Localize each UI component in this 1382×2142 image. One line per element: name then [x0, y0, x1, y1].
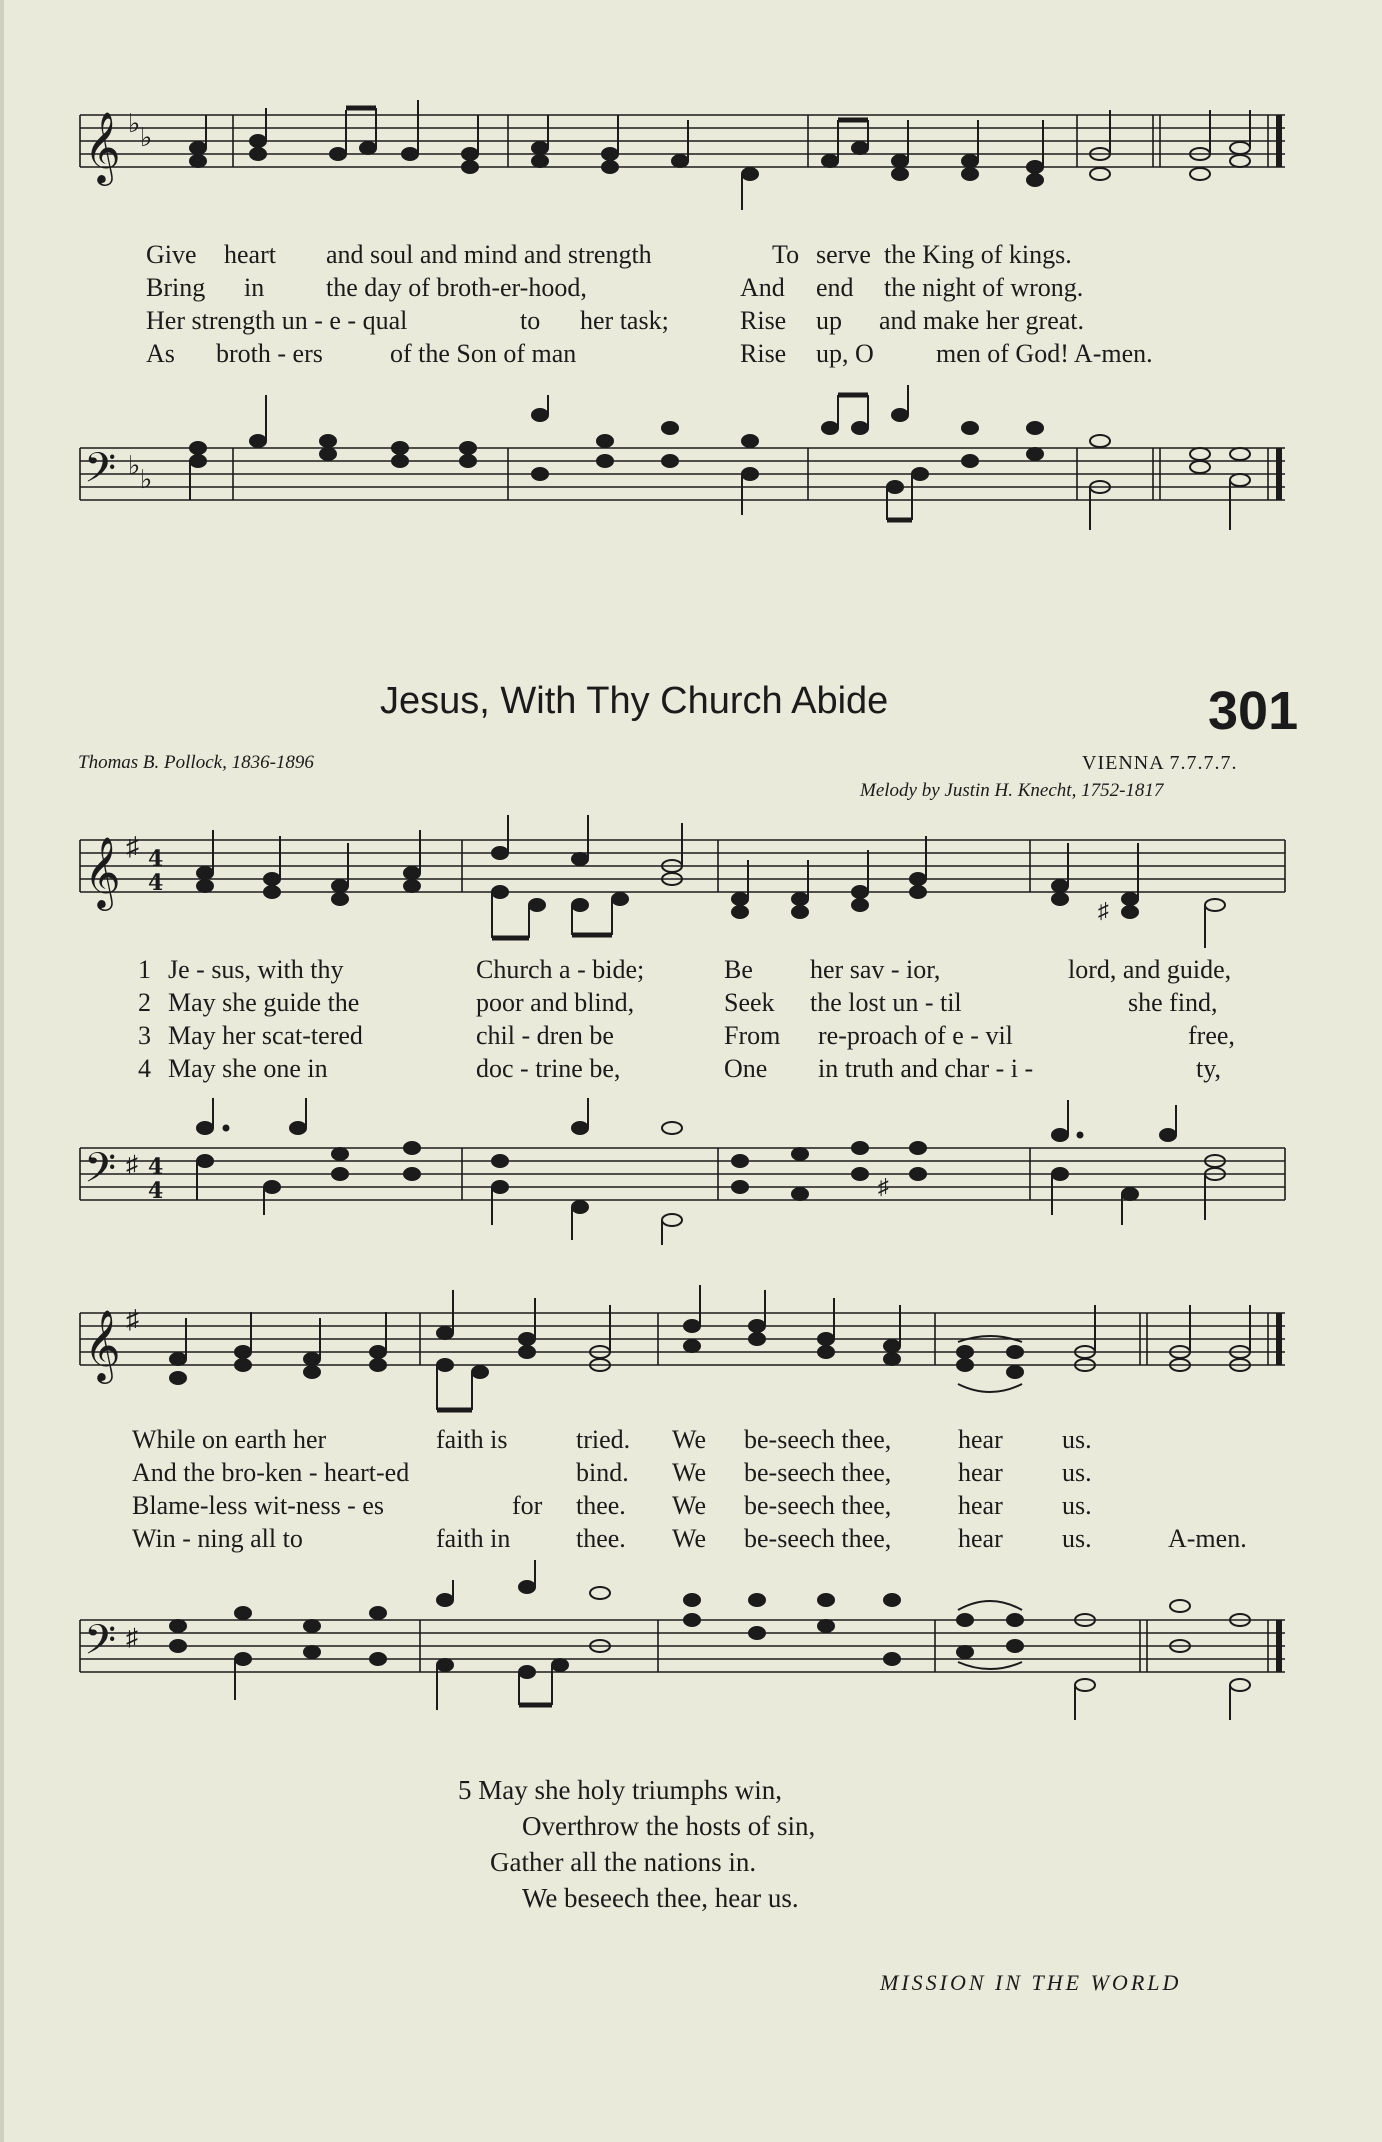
lyric-syllable: Church a - bide;	[476, 955, 645, 984]
lyric-syllable: and soul and mind and strength	[326, 240, 652, 269]
lyric-syllable: in	[244, 273, 265, 302]
lyric-syllable: While on earth her	[132, 1425, 327, 1454]
svg-text:♭: ♭	[140, 123, 153, 152]
amen: A-men.	[1168, 1524, 1247, 1553]
lyric-syllable: hear	[958, 1425, 1003, 1454]
lyric-syllable: Rise	[740, 306, 787, 335]
svg-text:♯: ♯	[126, 1152, 138, 1178]
lyric-syllable: poor and blind,	[476, 988, 635, 1017]
lyric-syllable: faith in	[436, 1524, 511, 1553]
lyric-syllable: re-proach of e - vil	[818, 1021, 1013, 1050]
lyric-syllable: to	[520, 306, 541, 335]
lyric-syllable: us.	[1062, 1425, 1092, 1454]
stanza-line: We beseech thee, hear us.	[522, 1883, 799, 1913]
lyric-syllable: Be	[724, 955, 753, 984]
lyric-syllable: for	[512, 1491, 543, 1520]
lyric-syllable: in truth and char - i -	[818, 1054, 1034, 1083]
lyric-syllable: We	[672, 1491, 706, 1520]
lyric-syllable: doc - trine be,	[476, 1054, 621, 1083]
svg-text:4: 4	[148, 870, 164, 896]
system2-bass-staff	[0, 1570, 1382, 1740]
svg-text:♭: ♭	[128, 451, 141, 480]
lyric-syllable: hear	[958, 1458, 1003, 1487]
lyric-syllable: We	[672, 1425, 706, 1454]
page-binding-edge	[0, 0, 4, 2142]
lyric-syllable: And the bro-ken - heart-ed	[132, 1458, 410, 1487]
lyric-syllable: the lost un - til	[810, 988, 962, 1017]
lyric-syllable: Rise	[740, 339, 787, 368]
lyric-syllable: she find,	[1128, 988, 1218, 1017]
svg-text:4: 4	[148, 1178, 164, 1204]
lyric-syllable: Win - ning all to	[132, 1524, 303, 1553]
svg-text:4: 4	[148, 846, 164, 872]
svg-text:♯: ♯	[878, 1174, 889, 1199]
svg-text:♯: ♯	[1098, 898, 1109, 923]
svg-text:♯: ♯	[126, 1305, 139, 1334]
lyric-syllable: To	[772, 240, 800, 269]
lyric-syllable: May her scat-tered	[168, 1021, 363, 1050]
lyric-syllable: And	[740, 273, 785, 302]
lyric-syllable: end	[816, 273, 854, 302]
system2-treble-staff	[0, 1285, 1382, 1425]
lyric-syllable: us.	[1062, 1524, 1092, 1553]
lyric-syllable: ty,	[1196, 1054, 1222, 1083]
verse-number: 4	[138, 1054, 151, 1083]
lyric-syllable: thee.	[576, 1491, 626, 1520]
lyric-syllable: the King of kings.	[884, 240, 1072, 269]
lyric-syllable: free,	[1188, 1021, 1235, 1050]
hymn-title: Jesus, With Thy Church Abide	[380, 680, 889, 722]
lyric-syllable: of the Son of man	[390, 339, 577, 368]
lyric-syllable: As	[146, 339, 175, 368]
lyric-syllable: heart	[224, 240, 276, 269]
svg-text:𝄞: 𝄞	[84, 1308, 121, 1381]
section-footer: MISSION IN THE WORLD	[880, 1970, 1182, 1995]
system1-treble-staff	[0, 810, 1382, 960]
lyric-syllable: us.	[1062, 1491, 1092, 1520]
stanza-line: Overthrow the hosts of sin,	[522, 1811, 816, 1841]
svg-text:♯: ♯	[126, 832, 139, 861]
top-bass-staff	[0, 380, 1382, 540]
hymn-number: 301	[1208, 681, 1299, 741]
lyric-syllable: Blame-less wit-ness - es	[132, 1491, 385, 1520]
hymn-author: Thomas B. Pollock, 1836-1896	[78, 752, 314, 773]
svg-text:4: 4	[148, 1154, 164, 1180]
stanza-line: Gather all the nations in.	[490, 1847, 757, 1877]
lyric-syllable: tried.	[576, 1425, 631, 1454]
lyric-syllable: hear	[958, 1524, 1003, 1553]
lyric-syllable: up	[816, 306, 842, 335]
svg-text:♯: ♯	[126, 1625, 138, 1651]
svg-text:♭: ♭	[128, 109, 141, 138]
svg-text:𝄢: 𝄢	[84, 1144, 117, 1202]
tune-name: VIENNA 7.7.7.7.	[1082, 752, 1238, 774]
lyric-syllable: up, O	[816, 339, 874, 368]
lyric-syllable: be-seech thee,	[744, 1524, 892, 1553]
lyric-syllable: Her strength un - e - qual	[146, 306, 408, 335]
svg-text:𝄢: 𝄢	[84, 444, 117, 502]
lyric-syllable: bind.	[576, 1458, 629, 1487]
lyric-syllable: the night of wrong.	[884, 273, 1084, 302]
stanza-line: 5 May she holy triumphs win,	[458, 1775, 782, 1805]
lyric-syllable: men of God! A-men.	[936, 339, 1153, 368]
svg-text:♭: ♭	[140, 465, 153, 494]
lyric-syllable: May she guide the	[168, 988, 360, 1017]
lyric-syllable: Bring	[146, 273, 206, 302]
verse-number: 3	[138, 1021, 151, 1050]
lyric-syllable: Je - sus, with thy	[168, 955, 344, 984]
top-treble-staff	[0, 95, 1382, 225]
lyric-syllable: be-seech thee,	[744, 1458, 892, 1487]
verse-number: 2	[138, 988, 151, 1017]
lyric-syllable: her task;	[580, 306, 669, 335]
lyric-syllable: and make her great.	[879, 306, 1085, 335]
lyric-syllable: We	[672, 1524, 706, 1553]
lyric-syllable: faith is	[436, 1425, 508, 1454]
composer-credit: Melody by Justin H. Knecht, 1752-1817	[860, 780, 1164, 801]
svg-text:𝄢: 𝄢	[84, 1616, 117, 1674]
lyric-syllable: From	[724, 1021, 781, 1050]
svg-text:𝄞: 𝄞	[84, 110, 121, 183]
system1-bass-staff	[0, 1090, 1382, 1250]
lyric-syllable: chil - dren be	[476, 1021, 614, 1050]
lyric-syllable: Give	[146, 240, 197, 269]
lyric-syllable: her sav - ior,	[810, 955, 941, 984]
lyric-syllable: serve	[816, 240, 871, 269]
lyric-syllable: the day of broth-er-hood,	[326, 273, 587, 302]
lyric-syllable: Seek	[724, 988, 775, 1017]
lyric-syllable: We	[672, 1458, 706, 1487]
lyric-syllable: May she one in	[168, 1054, 328, 1083]
lyric-syllable: be-seech thee,	[744, 1491, 892, 1520]
lyric-syllable: One	[724, 1054, 768, 1083]
lyric-syllable: lord, and guide,	[1068, 955, 1232, 984]
lyric-syllable: be-seech thee,	[744, 1425, 892, 1454]
svg-text:𝄞: 𝄞	[84, 835, 121, 908]
lyric-syllable: broth - ers	[216, 339, 323, 368]
lyric-syllable: us.	[1062, 1458, 1092, 1487]
lyric-syllable: thee.	[576, 1524, 626, 1553]
lyric-syllable: hear	[958, 1491, 1003, 1520]
verse-number: 1	[138, 955, 151, 984]
